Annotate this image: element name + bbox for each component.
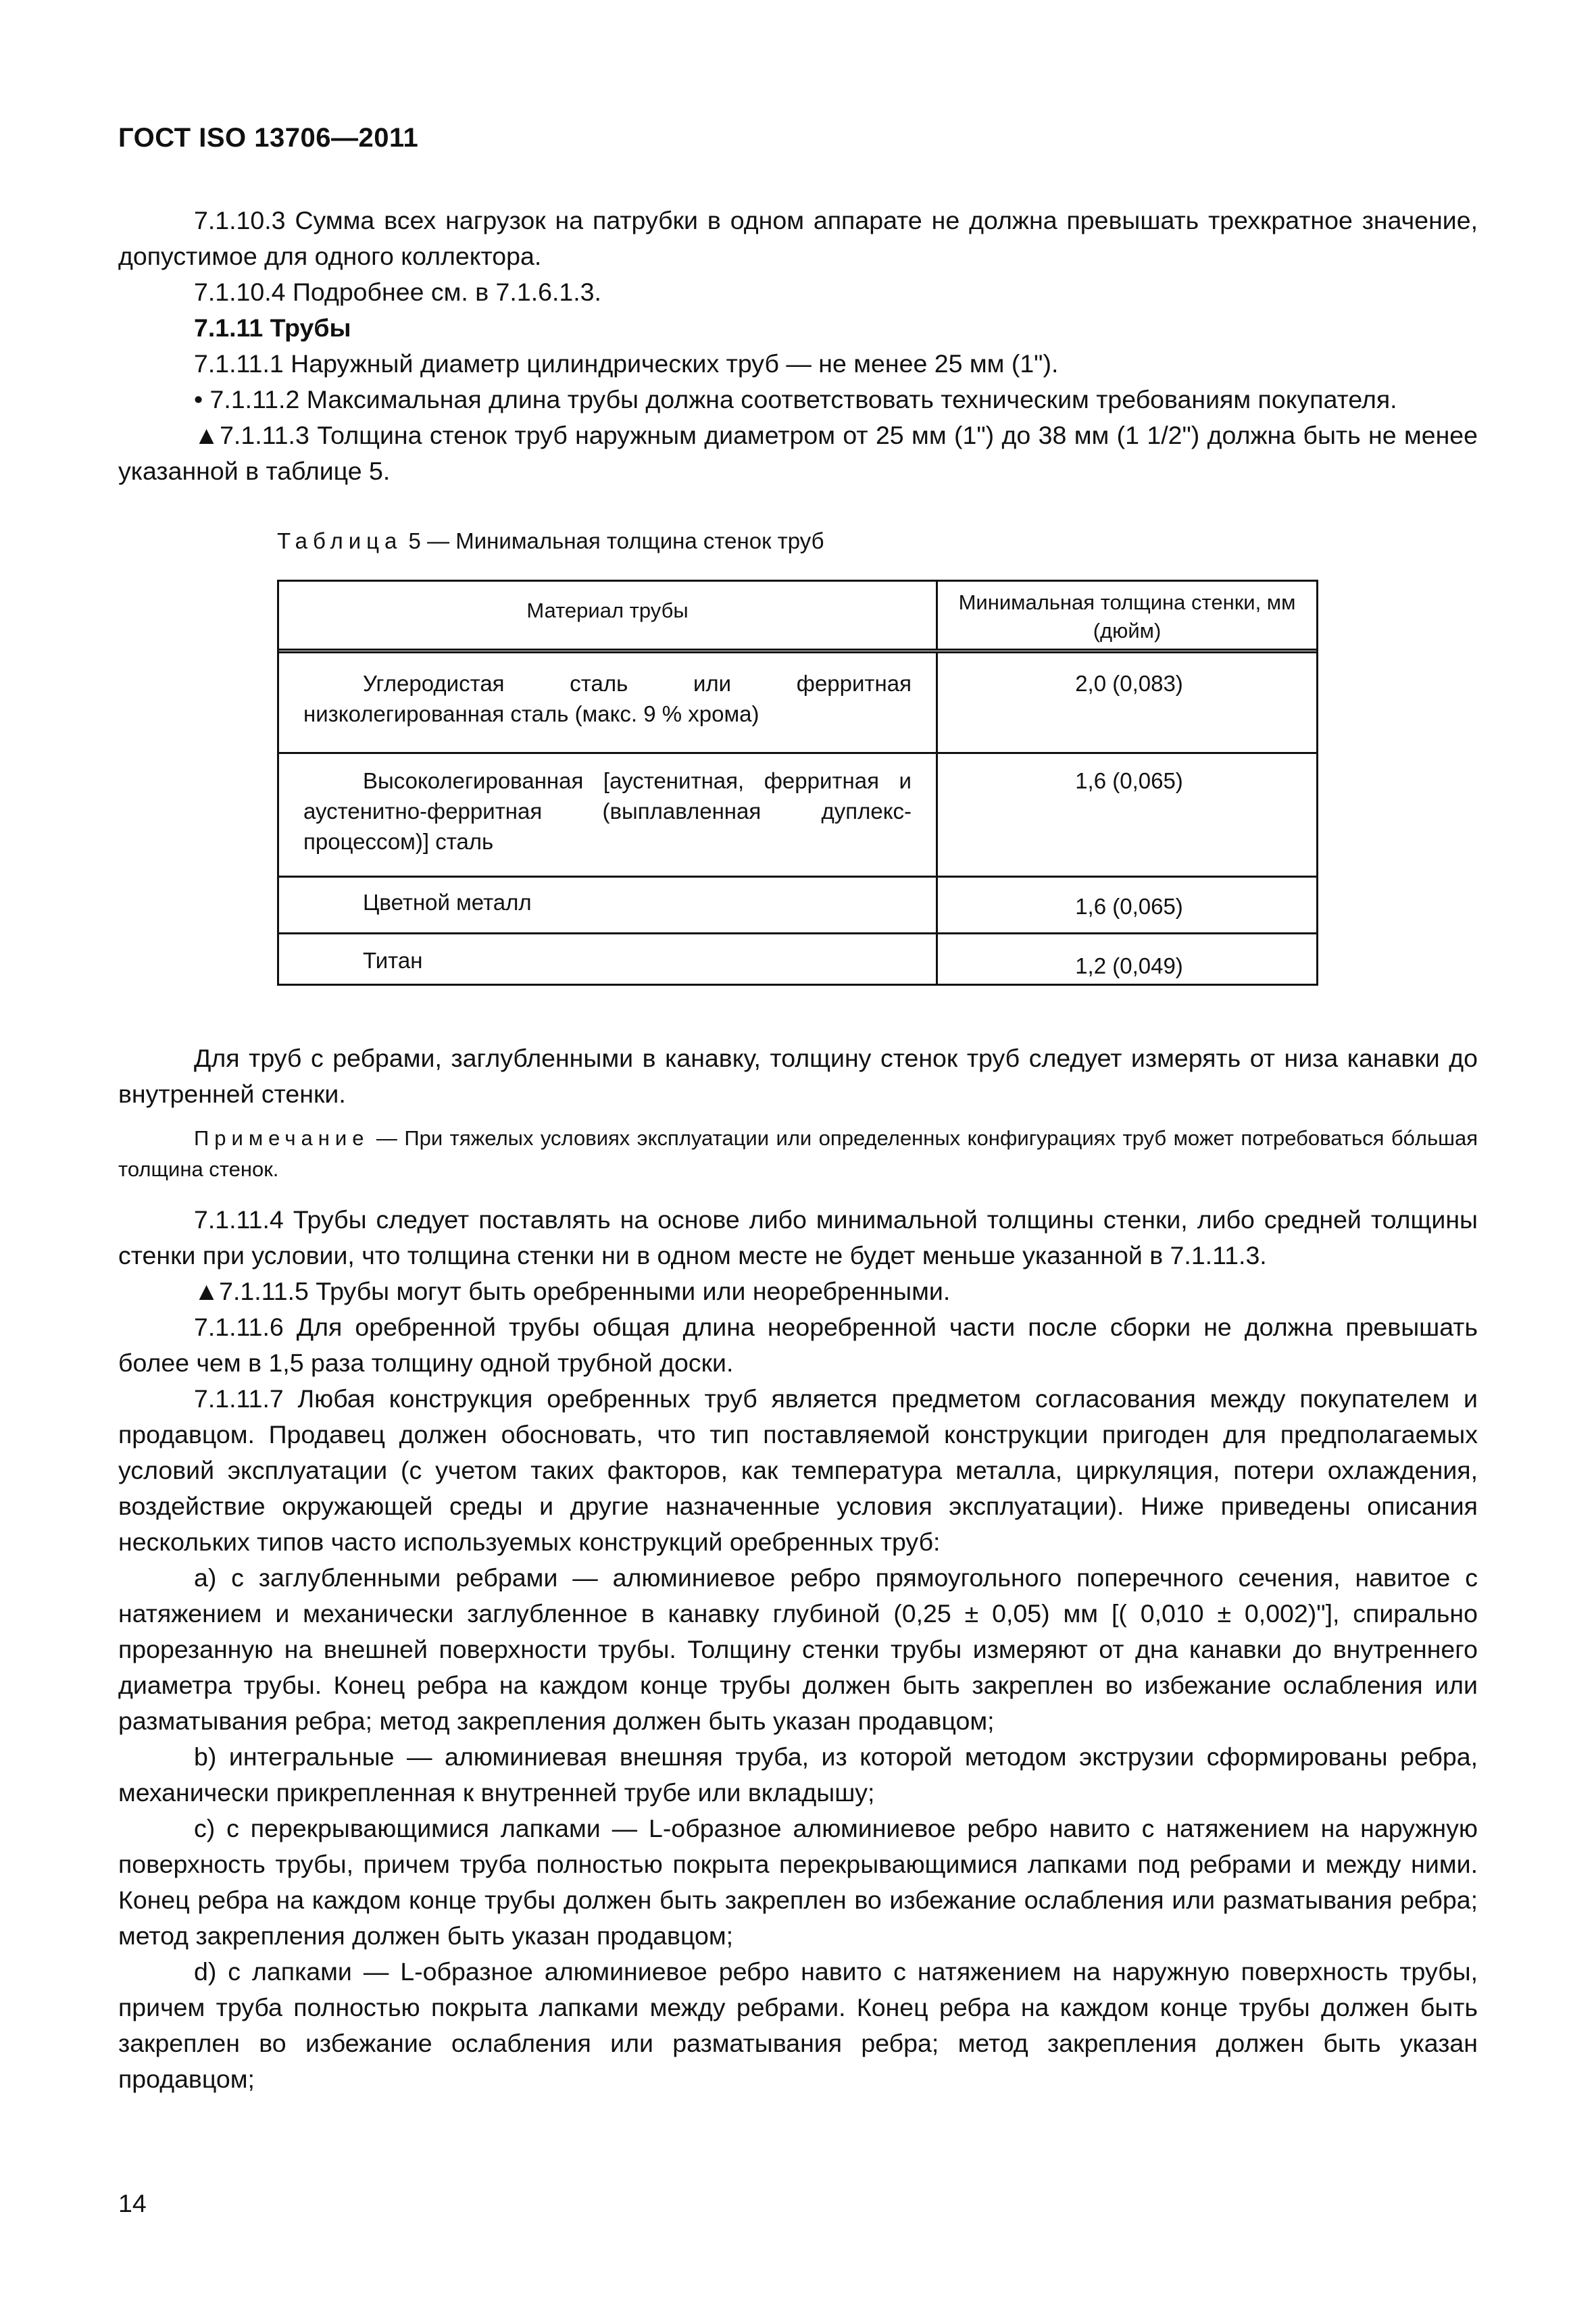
table-row-thickness: 2,0 (0,083) [1075, 671, 1183, 696]
table-caption [277, 528, 824, 554]
paragraph-7-1-11-3: ▲7.1.11.3 Толщина стенок труб наружным диаметром от 25 мм (1") до 38 мм (1 1/2") должна быть не менее указанной в таблице 5. [118, 421, 1478, 485]
table-row-material [303, 945, 912, 976]
paragraph-7-1-11-4: 7.1.11.4 Трубы следует поставлять на основе либо минимальной толщины стенки, либо средней толщины стенки при условии, что толщина стенки ни в одном месте не будет меньше указанной в 7.1.11.3. [118, 1205, 1478, 1269]
table-caption-label: Таблица [277, 528, 403, 553]
bottom-section [118, 1202, 1478, 2097]
material-nonferrous-metal: Цветной металл [363, 890, 532, 915]
table-row-material [303, 765, 912, 857]
material-titanium: Титан [363, 948, 423, 973]
paragraph-7-1-11-2: • 7.1.11.2 Максимальная длина трубы должна соответствовать техническим требованиям покупателя. [194, 385, 1397, 413]
section-heading-tubes: 7.1.11 Трубы [194, 313, 351, 342]
paragraph-7-1-10-4: 7.1.10.4 Подробнее см. в 7.1.6.1.3. [194, 278, 601, 306]
note-label: Примечание [194, 1126, 370, 1150]
paragraph-7-1-11-7: 7.1.11.7 Любая конструкция оребренных труб является предметом согласования между покупателем и продавцом. Продавец должен обосновать, что тип поставляемой конструкции пригоден для предполагаемых условий эксплуатации (с учетом таких факторов, как температура металла, циркуляция, потери охлаждения, воздействие окружающей среды и другие назначенные условия эксплуатации). Ниже приведены описания нескольких типов часто используемых конструкций оребренных труб: [118, 1384, 1478, 1556]
table-row-thickness: 1,6 (0,065) [1075, 894, 1183, 919]
table-header-thickness: Минимальная толщина стенки, мм (дюйм) [958, 590, 1296, 643]
list-item-d: d) с лапками — L-образное алюминиевое ребро навито с натяжением на наружную поверхность трубы, причем труба полностью покрыта лапками между ребрами. Конец ребра на каждом конце трубы должен быть закреплен во избежание ослабления или разматывания ребра; метод закрепления должен быть указан продавцом; [118, 1957, 1478, 2093]
page-number: 14 [118, 2189, 147, 2217]
material-high-alloy-steel: Высоколегированная [аустенитная, ферритная и аустенитно-ферритная (выплавленная дуплекс-процессом)] сталь [303, 768, 912, 854]
paragraph-7-1-10-3: 7.1.10.3 Сумма всех нагрузок на патрубки в одном аппарате не должна превышать трехкратное значение, допустимое для одного коллектора. [118, 206, 1478, 270]
table-header-separator [279, 649, 1316, 653]
standard-header: ГОСТ ISO 13706—2011 [118, 123, 419, 153]
paragraph-7-1-11-5: ▲7.1.11.5 Трубы могут быть оребренными или неоребренными. [194, 1277, 951, 1305]
table-row-material [303, 887, 912, 917]
wall-thickness-table [277, 580, 1318, 986]
paragraph-7-1-11-6: 7.1.11.6 Для оребренной трубы общая длина неоребренной части после сборки не должна превышать более чем в 1,5 раза толщину одной трубной доски. [118, 1313, 1478, 1377]
note-text: — При тяжелых условиях эксплуатации или определенных конфигурациях труб может потребоваться бóльшая толщина стенок. [118, 1126, 1478, 1181]
list-item-a: a) с заглубленными ребрами — алюминиевое ребро прямоугольного поперечного сечения, навитое с натяжением и механически заглубленное в канавку глубиной (0,25 ± 0,05) мм [( 0,010 ± 0,002)"], спирально прорезанную на внешней поверхности трубы. Толщину стенки трубы измеряют от дна канавки до внутреннего диаметра трубы. Конец ребра на каждом конце трубы должен быть закреплен во избежание ослабления или разматывания ребра; метод закрепления должен быть указан продавцом; [118, 1563, 1478, 1735]
table-row-separator [279, 752, 1316, 754]
table-header-material: Материал трубы [526, 599, 689, 622]
top-section [118, 203, 1478, 489]
paragraph-7-1-11-1: 7.1.11.1 Наружный диаметр цилиндрических труб — не менее 25 мм (1"). [194, 349, 1059, 378]
list-item-b: b) интегральные — алюминиевая внешняя труба, из которой методом экструзии сформированы ребра, механически прикрепленная к внутренней трубе или вкладышу; [118, 1742, 1478, 1807]
material-carbon-steel: Углеродистая сталь или ферритная низколегированная сталь (макс. 9 % хрома) [303, 671, 912, 726]
paragraph-finned-tube-measurement: Для труб с ребрами, заглубленными в канавку, толщину стенок труб следует измерять от низа канавки до внутренней стенки. [118, 1044, 1478, 1108]
note [118, 1123, 1478, 1185]
table-row-separator [279, 932, 1316, 934]
table-row-thickness: 1,2 (0,049) [1075, 953, 1183, 978]
list-item-c: c) с перекрывающимися лапками — L-образное алюминиевое ребро навито с натяжением на наружную поверхность трубы, причем труба полностью покрыта перекрывающимися лапками под ребрами и между ними. Конец ребра на каждом конце трубы должен быть закреплен во избежание ослабления или разматывания ребра; метод закрепления должен быть указан продавцом; [118, 1814, 1478, 1950]
table-row-separator [279, 876, 1316, 878]
after-table-section [118, 1040, 1478, 1112]
table-row-thickness: 1,6 (0,065) [1075, 768, 1183, 793]
table-caption-title: 5 — Минимальная толщина стенок труб [402, 528, 824, 553]
table-row-material [303, 668, 912, 729]
